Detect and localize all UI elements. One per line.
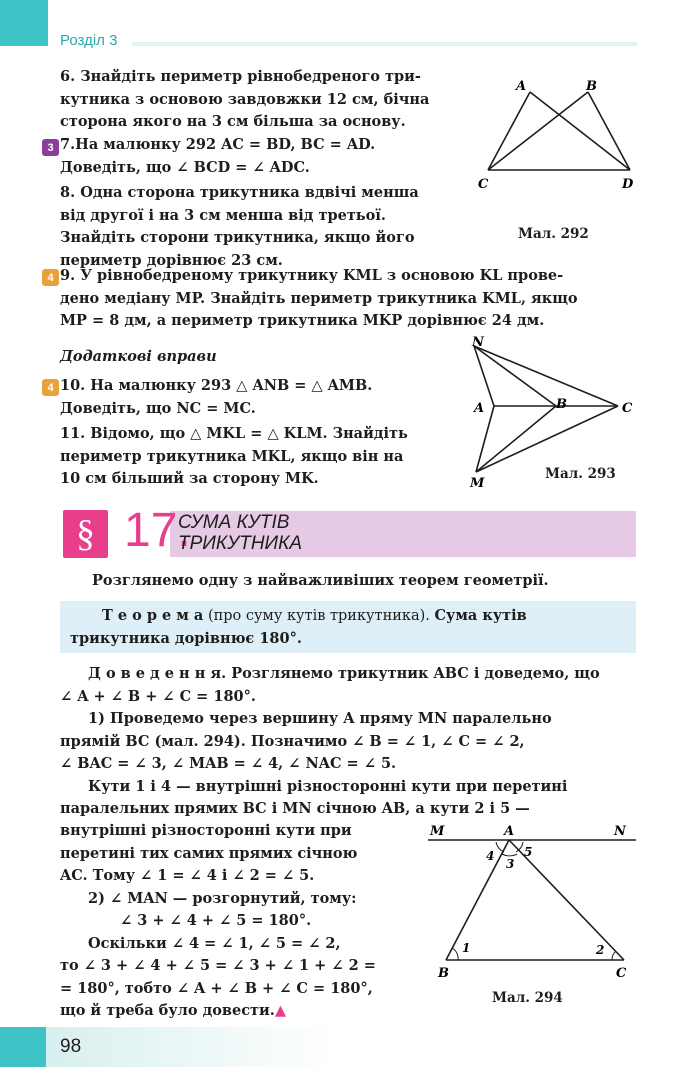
segment-na [474,346,494,406]
angle-label-5: 5 [524,845,533,859]
section-label: Розділ 3 [60,32,118,49]
angle-label-2: 2 [596,943,605,957]
figure-292 [470,72,640,202]
header-color-bar [0,0,48,46]
angle-label-4: 4 [486,849,495,863]
label-C: C [622,401,633,416]
additional-heading: Додаткові вправи [60,348,217,365]
level-3-icon: 3 [42,139,59,156]
segment-cb [488,92,588,170]
label-B: B [438,966,449,981]
exercise-9: 9. У рівнобедреному трикутнику KML з основою KL прове- дено медіану MP. Знайдіть периметр трикутника KML, якщо MP = 8 дм, а периметр трикутника MKP дорівнює 24 дм. [60,267,578,329]
label-B: B [586,79,597,94]
end-of-proof-mark: ▲ [274,1002,286,1019]
theorem-text: Т е о р е м а (про суму кутів трикутника). Сума кутів трикутника дорівнює 180°. [70,607,527,647]
arc-angle-3 [502,854,517,856]
angle-label-3: 3 [506,857,515,871]
label-N: N [472,335,484,350]
angle-label-1: 1 [462,941,471,955]
label-C: C [616,966,627,981]
label-B: B [556,397,567,412]
section-title: СУМА КУТІВ ТРИКУТНИКА [178,512,303,554]
label-N: N [614,824,626,839]
level-4-icon: 4 [42,379,59,396]
segment-nb [474,346,556,406]
caption-294: Мал. 294 [492,990,563,1006]
segment-bd [588,92,630,170]
section-number: 17. [124,504,191,557]
arc-angle-1 [452,948,458,960]
segment-ab [446,840,509,960]
label-A: A [504,824,515,839]
segment-nc [474,346,618,406]
label-C: C [478,177,489,192]
label-M: M [470,476,485,491]
caption-293: Мал. 293 [545,466,616,482]
caption-292: Мал. 292 [518,226,589,242]
segment-mc [476,406,618,472]
figure-294 [424,820,640,985]
proof-intro: Д о в е д е н н я. Розглянемо трикутник ABC і доведемо, що ∠ A + ∠ B + ∠ C = 180°. 1) Проведемо через вершину A пряму MN паралельно прямій BC (мал. 294). Позначимо ∠ B = ∠ 1, ∠ C = ∠ 2, ∠ BAC = ∠ 3, ∠ MAB = ∠ 4, ∠ NAC = ∠ 5. Кути 1 і 4 — внутрішні різносторонні кути при перетині паралельних прямих BC і MN січною AB, а кути 2 і 5 — [60,665,600,817]
exercise-11: 11. Відомо, що △ MKL = △ KLM. Знайдіть периметр трикутника MKL, якщо він на 10 см більший за сторону MK. [60,425,408,487]
footer-band [46,1027,336,1067]
proof-continued: внутрішні різносторонні кути при перетині тих самих прямих січною AC. Тому ∠ 1 = ∠ 4 і ∠ 2 = ∠ 5. 2) ∠ MAN — розгорнутий, тому: ∠ 3 + ∠ 4 + ∠ 5 = 180°. Оскільки ∠ 4 = ∠ 1, ∠ 5 = ∠ 2, то ∠ 3 + ∠ 4 + ∠ 5 = ∠ 3 + ∠ 1 + ∠ 2 = = 180°, тобто ∠ A + ∠ B + ∠ C = 180°, що й треба було довести.▲ [60,822,376,1019]
label-A: A [516,79,527,94]
header-rule [132,42,637,46]
level-4-icon: 4 [42,269,59,286]
section-icon: § [63,510,108,558]
exercise-8: 8. Одна сторона трикутника вдвічі менша від другої і на 3 см менша від третьої. Знайдіть сторони трикутника, якщо його периметр дорівнює 23 см. [60,184,419,269]
page-number: 98 [60,1036,82,1057]
segment-mb [476,406,556,472]
label-D: D [622,177,634,192]
exercise-7: 7.На малюнку 292 AC = BD, BC = AD. Доведіть, що ∠ BCD = ∠ ADC. [60,136,376,176]
footer-color-bar [0,1027,46,1067]
label-M: M [430,824,445,839]
exercise-10: 10. На малюнку 293 △ ANB = △ AMB. Доведіть, що NC = MC. [60,377,373,417]
intro-text: Розглянемо одну з найважливіших теорем геометрії. [92,572,549,589]
segment-ca [488,92,530,170]
segment-ad [530,92,630,170]
exercise-6: 6. Знайдіть периметр рівнобедреного три- кутника з основою завдовжки 12 см, бічна сторона якого на 3 см більша за основу. [60,68,430,130]
label-A: A [474,401,485,416]
arc-angle-2 [612,951,616,960]
